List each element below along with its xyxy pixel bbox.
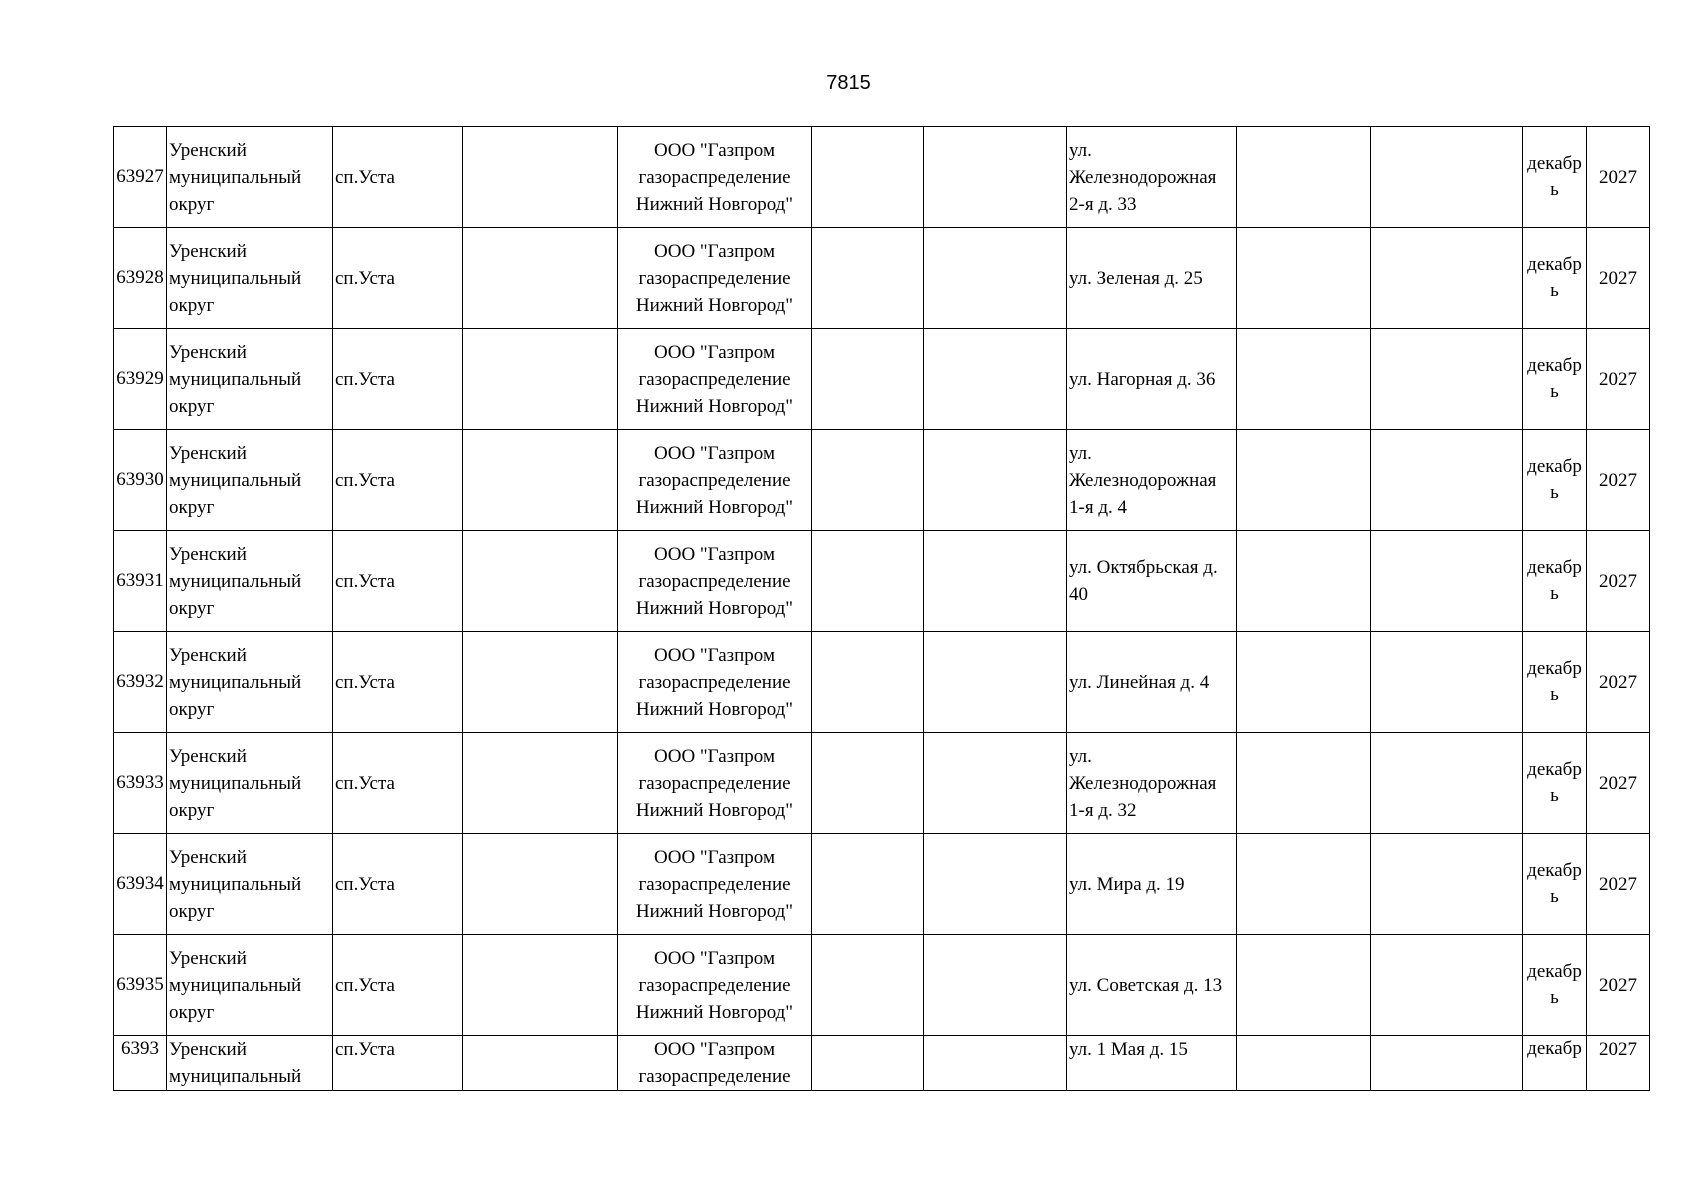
table-row [114, 733, 1650, 834]
year-cell: 2027 [1587, 531, 1650, 632]
empty-cell [1371, 935, 1523, 1036]
year-cell: 2027 [1587, 1036, 1650, 1091]
empty-cell [924, 430, 1067, 531]
empty-cell [1371, 733, 1523, 834]
empty-cell [812, 228, 924, 329]
empty-cell [1237, 531, 1371, 632]
address-cell: ул. Железнодорожная 1-я д. 32 [1067, 733, 1237, 834]
address-cell: ул. Мира д. 19 [1067, 834, 1237, 935]
settlement-cell: сп.Уста [333, 430, 463, 531]
month-cell: декабрь [1523, 531, 1587, 632]
year-cell: 2027 [1587, 329, 1650, 430]
row-number-cell: 63930 [114, 430, 167, 531]
address-cell: ул. Октябрьская д. 40 [1067, 531, 1237, 632]
settlement-cell: сп.Уста [333, 733, 463, 834]
month-cell: декабрь [1523, 632, 1587, 733]
district-cell: Уренский муниципальный округ [167, 430, 333, 531]
table-row [114, 228, 1650, 329]
address-cell: ул. Железнодорожная 1-я д. 4 [1067, 430, 1237, 531]
address-cell: ул. Зеленая д. 25 [1067, 228, 1237, 329]
empty-cell [1237, 228, 1371, 329]
month-cell: декабрь [1523, 329, 1587, 430]
empty-cell [463, 329, 618, 430]
register-table [113, 126, 1650, 1091]
district-cell: Уренский муниципальный округ [167, 531, 333, 632]
table-row [114, 430, 1650, 531]
empty-cell [1371, 1036, 1523, 1091]
table-row [114, 834, 1650, 935]
empty-cell [463, 834, 618, 935]
empty-cell [924, 632, 1067, 733]
empty-cell [463, 531, 618, 632]
district-cell: Уренский муниципальный округ [167, 834, 333, 935]
row-number-cell: 63927 [114, 127, 167, 228]
year-cell: 2027 [1587, 935, 1650, 1036]
year-cell: 2027 [1587, 733, 1650, 834]
year-cell: 2027 [1587, 430, 1650, 531]
organization-cell: ООО "Газпром газораспределение Нижний Новгород" [618, 430, 812, 531]
settlement-cell: сп.Уста [333, 531, 463, 632]
table-row [114, 329, 1650, 430]
empty-cell [1237, 127, 1371, 228]
empty-cell [1371, 430, 1523, 531]
settlement-cell: сп.Уста [333, 935, 463, 1036]
empty-cell [1371, 127, 1523, 228]
district-cell: Уренский муниципальный [167, 1036, 333, 1091]
year-cell: 2027 [1587, 834, 1650, 935]
settlement-cell: сп.Уста [333, 632, 463, 733]
empty-cell [812, 632, 924, 733]
empty-cell [1371, 632, 1523, 733]
month-cell: декабрь [1523, 127, 1587, 228]
month-cell: декабрь [1523, 834, 1587, 935]
empty-cell [1371, 329, 1523, 430]
organization-cell: ООО "Газпром газораспределение Нижний Новгород" [618, 733, 812, 834]
empty-cell [812, 531, 924, 632]
row-number-cell: 63931 [114, 531, 167, 632]
empty-cell [924, 1036, 1067, 1091]
month-cell: декабр [1523, 1036, 1587, 1091]
empty-cell [1371, 228, 1523, 329]
empty-cell [1237, 329, 1371, 430]
table-row [114, 127, 1650, 228]
table-row [114, 632, 1650, 733]
empty-cell [924, 329, 1067, 430]
table-row [114, 1036, 1650, 1091]
empty-cell [463, 228, 618, 329]
empty-cell [812, 1036, 924, 1091]
address-cell: ул. Нагорная д. 36 [1067, 329, 1237, 430]
organization-cell: ООО "Газпром газораспределение Нижний Новгород" [618, 531, 812, 632]
empty-cell [1237, 1036, 1371, 1091]
month-cell: декабрь [1523, 733, 1587, 834]
row-number-cell: 63928 [114, 228, 167, 329]
year-cell: 2027 [1587, 127, 1650, 228]
empty-cell [924, 733, 1067, 834]
organization-cell: ООО "Газпром газораспределение Нижний Новгород" [618, 228, 812, 329]
settlement-cell: сп.Уста [333, 834, 463, 935]
empty-cell [463, 127, 618, 228]
row-number-cell: 63929 [114, 329, 167, 430]
organization-cell: ООО "Газпром газораспределение [618, 1036, 812, 1091]
empty-cell [924, 531, 1067, 632]
empty-cell [924, 228, 1067, 329]
empty-cell [812, 430, 924, 531]
settlement-cell: сп.Уста [333, 1036, 463, 1091]
settlement-cell: сп.Уста [333, 228, 463, 329]
empty-cell [1237, 632, 1371, 733]
row-number-cell: 63933 [114, 733, 167, 834]
empty-cell [463, 1036, 618, 1091]
empty-cell [812, 329, 924, 430]
empty-cell [463, 430, 618, 531]
empty-cell [1237, 834, 1371, 935]
district-cell: Уренский муниципальный округ [167, 733, 333, 834]
address-cell: ул. 1 Мая д. 15 [1067, 1036, 1237, 1091]
address-cell: ул. Советская д. 13 [1067, 935, 1237, 1036]
district-cell: Уренский муниципальный округ [167, 228, 333, 329]
page-number: 7815 [826, 72, 871, 94]
empty-cell [463, 935, 618, 1036]
month-cell: декабрь [1523, 935, 1587, 1036]
address-cell: ул. Железнодорожная 2-я д. 33 [1067, 127, 1237, 228]
organization-cell: ООО "Газпром газораспределение Нижний Новгород" [618, 935, 812, 1036]
empty-cell [812, 127, 924, 228]
month-cell: декабрь [1523, 430, 1587, 531]
empty-cell [463, 632, 618, 733]
settlement-cell: сп.Уста [333, 127, 463, 228]
year-cell: 2027 [1587, 228, 1650, 329]
empty-cell [1371, 834, 1523, 935]
empty-cell [924, 834, 1067, 935]
organization-cell: ООО "Газпром газораспределение Нижний Новгород" [618, 834, 812, 935]
empty-cell [812, 834, 924, 935]
organization-cell: ООО "Газпром газораспределение Нижний Новгород" [618, 127, 812, 228]
row-number-cell: 6393 [114, 1036, 167, 1091]
empty-cell [1237, 935, 1371, 1036]
empty-cell [1237, 733, 1371, 834]
row-number-cell: 63935 [114, 935, 167, 1036]
settlement-cell: сп.Уста [333, 329, 463, 430]
empty-cell [1237, 430, 1371, 531]
month-cell: декабрь [1523, 228, 1587, 329]
row-number-cell: 63932 [114, 632, 167, 733]
address-cell: ул. Линейная д. 4 [1067, 632, 1237, 733]
empty-cell [812, 733, 924, 834]
empty-cell [924, 935, 1067, 1036]
year-cell: 2027 [1587, 632, 1650, 733]
organization-cell: ООО "Газпром газораспределение Нижний Новгород" [618, 329, 812, 430]
district-cell: Уренский муниципальный округ [167, 329, 333, 430]
empty-cell [1371, 531, 1523, 632]
district-cell: Уренский муниципальный округ [167, 935, 333, 1036]
district-cell: Уренский муниципальный округ [167, 632, 333, 733]
empty-cell [812, 935, 924, 1036]
table-row [114, 531, 1650, 632]
organization-cell: ООО "Газпром газораспределение Нижний Новгород" [618, 632, 812, 733]
district-cell: Уренский муниципальный округ [167, 127, 333, 228]
empty-cell [463, 733, 618, 834]
row-number-cell: 63934 [114, 834, 167, 935]
empty-cell [924, 127, 1067, 228]
table-row [114, 935, 1650, 1036]
